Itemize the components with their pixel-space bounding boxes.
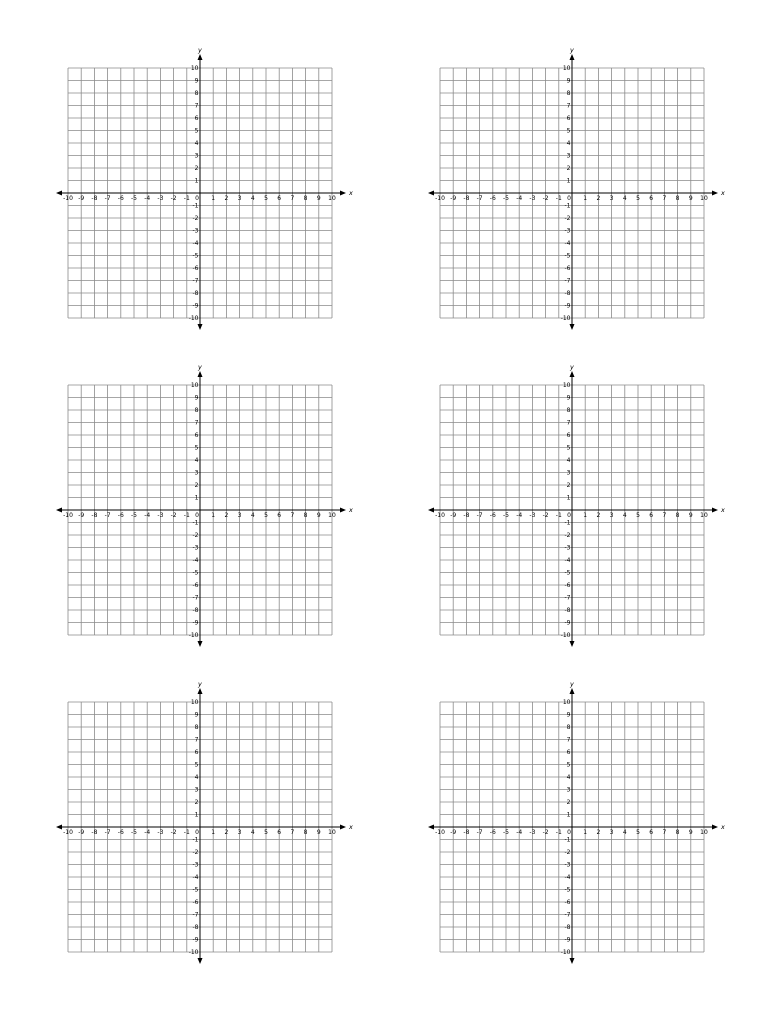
y-tick-label: -7 [564, 277, 571, 285]
x-tick-label: -9 [450, 512, 457, 519]
x-axis-label: x [721, 823, 725, 831]
y-tick-label: 7 [194, 419, 199, 427]
y-tick-label: -7 [564, 594, 571, 602]
x-tick-label: 5 [636, 829, 640, 836]
y-tick-label: -5 [564, 252, 571, 260]
y-tick-label: 2 [566, 799, 571, 806]
x-tick-label: -1 [183, 195, 190, 202]
x-tick-label: 1 [583, 512, 588, 519]
x-tick-label: 3 [609, 195, 614, 202]
x-tick-label: -9 [78, 195, 85, 202]
x-tick-label: -4 [516, 512, 523, 519]
x-tick-label: 10 [328, 195, 336, 202]
y-tick-label: -1 [192, 836, 199, 844]
y-tick-label: 9 [194, 77, 199, 85]
y-tick-label: 4 [194, 140, 199, 147]
y-tick-label: 4 [194, 457, 199, 464]
x-tick-label: 8 [675, 512, 680, 519]
y-tick-label: -4 [192, 240, 199, 247]
x-axis-label: x [721, 506, 725, 514]
x-tick-label: 4 [250, 512, 255, 519]
x-tick-label: -10 [63, 195, 73, 202]
y-tick-label: -7 [192, 594, 199, 602]
y-tick-label: -10 [188, 315, 199, 322]
x-tick-label: -6 [117, 829, 124, 836]
x-tick-label: 7 [290, 512, 295, 519]
x-tick-label: 9 [316, 512, 321, 519]
y-tick-label: 8 [566, 724, 571, 731]
y-tick-label: 10 [562, 382, 571, 389]
x-tick-label: 7 [290, 829, 295, 836]
y-axis-bottom-arrow [570, 324, 575, 330]
x-tick-label: 10 [700, 195, 708, 202]
x-tick-label: -4 [144, 829, 151, 836]
y-tick-label: -6 [192, 265, 199, 272]
y-tick-label: -1 [564, 519, 571, 527]
y-axis-bottom-arrow [198, 641, 203, 647]
x-tick-label: -1 [555, 195, 562, 202]
y-tick-label: 7 [194, 102, 199, 110]
y-tick-label: -9 [192, 302, 199, 310]
x-tick-label: 6 [277, 195, 282, 202]
x-tick-label: 0 [567, 512, 571, 519]
x-tick-label: -8 [91, 512, 98, 519]
x-tick-label: -10 [435, 829, 445, 836]
x-tick-label: 5 [264, 829, 268, 836]
x-tick-label: -1 [555, 829, 562, 836]
x-tick-label: -9 [450, 195, 457, 202]
x-tick-label: -2 [542, 195, 549, 202]
y-axis-label: y [570, 680, 574, 688]
y-tick-label: -5 [564, 569, 571, 577]
y-tick-label: -3 [192, 861, 199, 869]
y-tick-label: -1 [564, 836, 571, 844]
x-tick-label: -2 [170, 195, 177, 202]
y-axis-bottom-arrow [570, 958, 575, 964]
y-tick-label: -6 [564, 265, 571, 272]
y-tick-label: 1 [194, 177, 199, 185]
y-tick-label: 3 [194, 469, 199, 477]
y-tick-label: -8 [192, 607, 199, 614]
y-tick-label: -7 [564, 911, 571, 919]
y-tick-label: -6 [192, 582, 199, 589]
x-tick-label: 5 [264, 512, 268, 519]
x-tick-label: -9 [78, 829, 85, 836]
x-tick-label: 0 [195, 195, 199, 202]
y-axis-bottom-arrow [198, 324, 203, 330]
x-tick-label: -10 [435, 195, 445, 202]
x-tick-label: -8 [463, 195, 470, 202]
x-tick-label: 4 [622, 512, 627, 519]
y-tick-label: -1 [192, 519, 199, 527]
x-tick-label: -7 [476, 195, 483, 202]
x-tick-label: -5 [131, 512, 137, 519]
x-tick-label: 8 [303, 512, 308, 519]
x-tick-label: -5 [131, 829, 137, 836]
y-tick-label: 5 [566, 761, 571, 769]
x-tick-label: -1 [183, 829, 190, 836]
x-tick-label: -3 [529, 829, 536, 836]
x-tick-label: 1 [583, 195, 588, 202]
x-tick-label: 3 [237, 829, 242, 836]
y-tick-label: 3 [194, 152, 199, 160]
x-tick-label: 9 [316, 195, 321, 202]
y-tick-label: -4 [564, 240, 571, 247]
y-tick-label: 5 [194, 761, 199, 769]
x-axis-right-arrow [712, 191, 718, 196]
x-tick-label: -7 [476, 829, 483, 836]
x-tick-label: -8 [91, 195, 98, 202]
y-tick-label: 8 [194, 407, 199, 414]
x-axis-label: x [721, 189, 725, 197]
x-tick-label: 5 [264, 195, 268, 202]
x-tick-label: 2 [596, 512, 601, 519]
y-tick-label: -4 [192, 557, 199, 564]
x-tick-label: -10 [63, 512, 73, 519]
y-tick-label: -2 [192, 532, 199, 539]
y-tick-label: 4 [566, 457, 571, 464]
y-tick-label: 6 [566, 115, 571, 122]
coordinate-grid-3 [56, 363, 353, 647]
y-tick-label: 9 [566, 394, 571, 402]
y-tick-label: -6 [564, 899, 571, 906]
x-axis-left-arrow [56, 825, 62, 830]
x-tick-label: 2 [224, 829, 229, 836]
y-tick-label: 2 [194, 165, 199, 172]
y-tick-label: 9 [566, 711, 571, 719]
x-axis-right-arrow [340, 825, 346, 830]
y-axis-label: y [570, 46, 574, 54]
x-tick-label: -3 [157, 195, 164, 202]
y-axis-label: y [570, 363, 574, 371]
y-tick-label: 9 [194, 711, 199, 719]
y-axis-bottom-arrow [570, 641, 575, 647]
x-tick-label: 9 [316, 829, 321, 836]
x-tick-label: 4 [250, 829, 255, 836]
y-axis-top-arrow [570, 54, 575, 60]
y-tick-label: -9 [192, 936, 199, 944]
y-tick-label: 7 [566, 736, 571, 744]
y-tick-label: -6 [192, 899, 199, 906]
x-tick-label: -8 [463, 829, 470, 836]
y-tick-label: -9 [564, 619, 571, 627]
y-tick-label: 8 [566, 90, 571, 97]
x-tick-label: -3 [529, 195, 536, 202]
x-tick-label: -4 [516, 829, 523, 836]
x-tick-label: -6 [489, 195, 496, 202]
coordinate-grid-1 [56, 46, 353, 330]
x-axis-right-arrow [340, 508, 346, 513]
coordinate-grid-4 [428, 363, 725, 647]
x-tick-label: 1 [583, 829, 588, 836]
x-tick-label: -5 [131, 195, 137, 202]
y-tick-label: -2 [192, 215, 199, 222]
y-tick-label: -2 [564, 849, 571, 856]
y-tick-label: -2 [564, 215, 571, 222]
x-tick-label: 1 [211, 829, 216, 836]
x-tick-label: 6 [277, 829, 282, 836]
x-tick-label: -9 [78, 512, 85, 519]
y-tick-label: 7 [566, 102, 571, 110]
y-tick-label: -10 [560, 949, 571, 956]
x-tick-label: -1 [555, 512, 562, 519]
y-tick-label: 5 [194, 444, 199, 452]
y-tick-label: -4 [564, 874, 571, 881]
x-tick-label: 6 [277, 512, 282, 519]
coordinate-grid-2 [428, 46, 725, 330]
y-axis-label: y [198, 680, 202, 688]
x-tick-label: -4 [144, 512, 151, 519]
x-tick-label: 10 [328, 512, 336, 519]
x-tick-label: -2 [542, 829, 549, 836]
x-tick-label: -5 [503, 829, 509, 836]
x-tick-label: -6 [489, 512, 496, 519]
y-tick-label: 5 [566, 444, 571, 452]
x-tick-label: 4 [622, 829, 627, 836]
y-tick-label: -1 [192, 202, 199, 210]
y-tick-label: -8 [192, 924, 199, 931]
x-tick-label: 10 [700, 829, 708, 836]
y-tick-label: -10 [188, 949, 199, 956]
x-tick-label: 1 [211, 512, 216, 519]
y-axis-label: y [198, 363, 202, 371]
x-tick-label: 6 [649, 512, 654, 519]
x-tick-label: 6 [649, 829, 654, 836]
y-tick-label: 10 [562, 699, 571, 706]
y-tick-label: 8 [194, 90, 199, 97]
y-tick-label: -1 [564, 202, 571, 210]
x-tick-label: -2 [542, 512, 549, 519]
y-tick-label: -2 [564, 532, 571, 539]
y-tick-label: -10 [560, 632, 571, 639]
x-axis-label: x [349, 506, 353, 514]
x-tick-label: -3 [529, 512, 536, 519]
x-tick-label: -7 [104, 195, 111, 202]
x-axis-right-arrow [340, 191, 346, 196]
x-tick-label: 7 [662, 195, 667, 202]
x-tick-label: 3 [609, 512, 614, 519]
y-tick-label: -5 [192, 569, 199, 577]
x-tick-label: 2 [596, 195, 601, 202]
x-tick-label: 8 [675, 195, 680, 202]
y-axis-top-arrow [570, 688, 575, 694]
x-tick-label: 7 [662, 512, 667, 519]
x-tick-label: -6 [117, 195, 124, 202]
y-axis-top-arrow [198, 688, 203, 694]
x-tick-label: 5 [636, 195, 640, 202]
x-axis-left-arrow [56, 508, 62, 513]
x-tick-label: -7 [476, 512, 483, 519]
y-tick-label: -8 [192, 290, 199, 297]
y-tick-label: 6 [194, 432, 199, 439]
y-tick-label: 8 [566, 407, 571, 414]
x-tick-label: -4 [516, 195, 523, 202]
y-tick-label: 4 [566, 140, 571, 147]
y-tick-label: -3 [564, 227, 571, 235]
y-tick-label: -8 [564, 290, 571, 297]
y-tick-label: -7 [192, 911, 199, 919]
x-tick-label: -5 [503, 195, 509, 202]
y-tick-label: 2 [566, 482, 571, 489]
x-tick-label: 0 [567, 195, 571, 202]
x-tick-label: -9 [450, 829, 457, 836]
y-tick-label: 10 [190, 699, 199, 706]
y-tick-label: 3 [566, 152, 571, 160]
y-tick-label: -9 [192, 619, 199, 627]
y-tick-label: 1 [566, 494, 571, 502]
y-tick-label: -3 [192, 544, 199, 552]
y-tick-label: 5 [566, 127, 571, 135]
y-tick-label: -3 [564, 861, 571, 869]
y-tick-label: -3 [564, 544, 571, 552]
x-tick-label: 10 [700, 512, 708, 519]
y-tick-label: -10 [560, 315, 571, 322]
x-tick-label: 6 [649, 195, 654, 202]
x-tick-label: 0 [567, 829, 571, 836]
y-tick-label: 1 [566, 177, 571, 185]
x-tick-label: -2 [170, 829, 177, 836]
y-axis-top-arrow [198, 54, 203, 60]
x-tick-label: 5 [636, 512, 640, 519]
y-tick-label: 10 [562, 65, 571, 72]
x-axis-left-arrow [428, 825, 434, 830]
y-axis-top-arrow [570, 371, 575, 377]
x-tick-label: 1 [211, 195, 216, 202]
x-tick-label: 3 [609, 829, 614, 836]
x-axis-label: x [349, 189, 353, 197]
y-tick-label: -2 [192, 849, 199, 856]
x-tick-label: 10 [328, 829, 336, 836]
x-tick-label: -4 [144, 195, 151, 202]
x-axis-right-arrow [712, 825, 718, 830]
coordinate-grid-5 [56, 680, 353, 964]
y-tick-label: 9 [566, 77, 571, 85]
x-axis-left-arrow [428, 508, 434, 513]
x-tick-label: 8 [675, 829, 680, 836]
x-tick-label: 4 [622, 195, 627, 202]
x-tick-label: -1 [183, 512, 190, 519]
y-tick-label: 4 [566, 774, 571, 781]
x-axis-right-arrow [712, 508, 718, 513]
x-tick-label: -8 [463, 512, 470, 519]
x-tick-label: 3 [237, 195, 242, 202]
y-tick-label: 7 [194, 736, 199, 744]
y-axis-top-arrow [198, 371, 203, 377]
y-tick-label: 3 [194, 786, 199, 794]
x-tick-label: -6 [489, 829, 496, 836]
x-tick-label: 8 [303, 829, 308, 836]
x-tick-label: 2 [224, 512, 229, 519]
x-tick-label: 8 [303, 195, 308, 202]
y-tick-label: 7 [566, 419, 571, 427]
y-tick-label: 2 [194, 482, 199, 489]
y-tick-label: 1 [566, 811, 571, 819]
y-tick-label: -9 [564, 936, 571, 944]
x-tick-label: 4 [250, 195, 255, 202]
x-tick-label: 0 [195, 829, 199, 836]
x-axis-label: x [349, 823, 353, 831]
x-tick-label: -8 [91, 829, 98, 836]
x-tick-label: 3 [237, 512, 242, 519]
y-tick-label: -4 [192, 874, 199, 881]
x-tick-label: 0 [195, 512, 199, 519]
x-axis-left-arrow [56, 191, 62, 196]
y-axis-label: y [198, 46, 202, 54]
y-tick-label: -8 [564, 924, 571, 931]
y-tick-label: 8 [194, 724, 199, 731]
x-tick-label: -2 [170, 512, 177, 519]
y-tick-label: 1 [194, 811, 199, 819]
y-tick-label: -3 [192, 227, 199, 235]
y-tick-label: -6 [564, 582, 571, 589]
y-tick-label: 1 [194, 494, 199, 502]
x-tick-label: -10 [63, 829, 73, 836]
x-tick-label: 2 [596, 829, 601, 836]
y-tick-label: -9 [564, 302, 571, 310]
x-tick-label: 2 [224, 195, 229, 202]
x-tick-label: 7 [662, 829, 667, 836]
y-tick-label: 6 [194, 749, 199, 756]
x-tick-label: -10 [435, 512, 445, 519]
y-tick-label: -8 [564, 607, 571, 614]
y-tick-label: 6 [566, 749, 571, 756]
y-tick-label: -4 [564, 557, 571, 564]
y-tick-label: -5 [192, 252, 199, 260]
y-tick-label: 6 [566, 432, 571, 439]
x-tick-label: -6 [117, 512, 124, 519]
y-tick-label: 10 [190, 382, 199, 389]
x-tick-label: -5 [503, 512, 509, 519]
coordinate-grid-6 [428, 680, 725, 964]
x-tick-label: -7 [104, 829, 111, 836]
x-tick-label: 9 [688, 512, 693, 519]
y-tick-label: 4 [194, 774, 199, 781]
x-tick-label: -7 [104, 512, 111, 519]
y-axis-bottom-arrow [198, 958, 203, 964]
x-tick-label: -3 [157, 829, 164, 836]
y-tick-label: 5 [194, 127, 199, 135]
y-tick-label: -5 [192, 886, 199, 894]
y-tick-label: -7 [192, 277, 199, 285]
x-tick-label: 9 [688, 829, 693, 836]
y-tick-label: 6 [194, 115, 199, 122]
x-tick-label: 9 [688, 195, 693, 202]
y-tick-label: 9 [194, 394, 199, 402]
y-tick-label: -10 [188, 632, 199, 639]
y-tick-label: 3 [566, 786, 571, 794]
y-tick-label: 2 [566, 165, 571, 172]
x-axis-left-arrow [428, 191, 434, 196]
x-tick-label: -3 [157, 512, 164, 519]
y-tick-label: 3 [566, 469, 571, 477]
y-tick-label: 2 [194, 799, 199, 806]
x-tick-label: 7 [290, 195, 295, 202]
y-tick-label: -5 [564, 886, 571, 894]
y-tick-label: 10 [190, 65, 199, 72]
